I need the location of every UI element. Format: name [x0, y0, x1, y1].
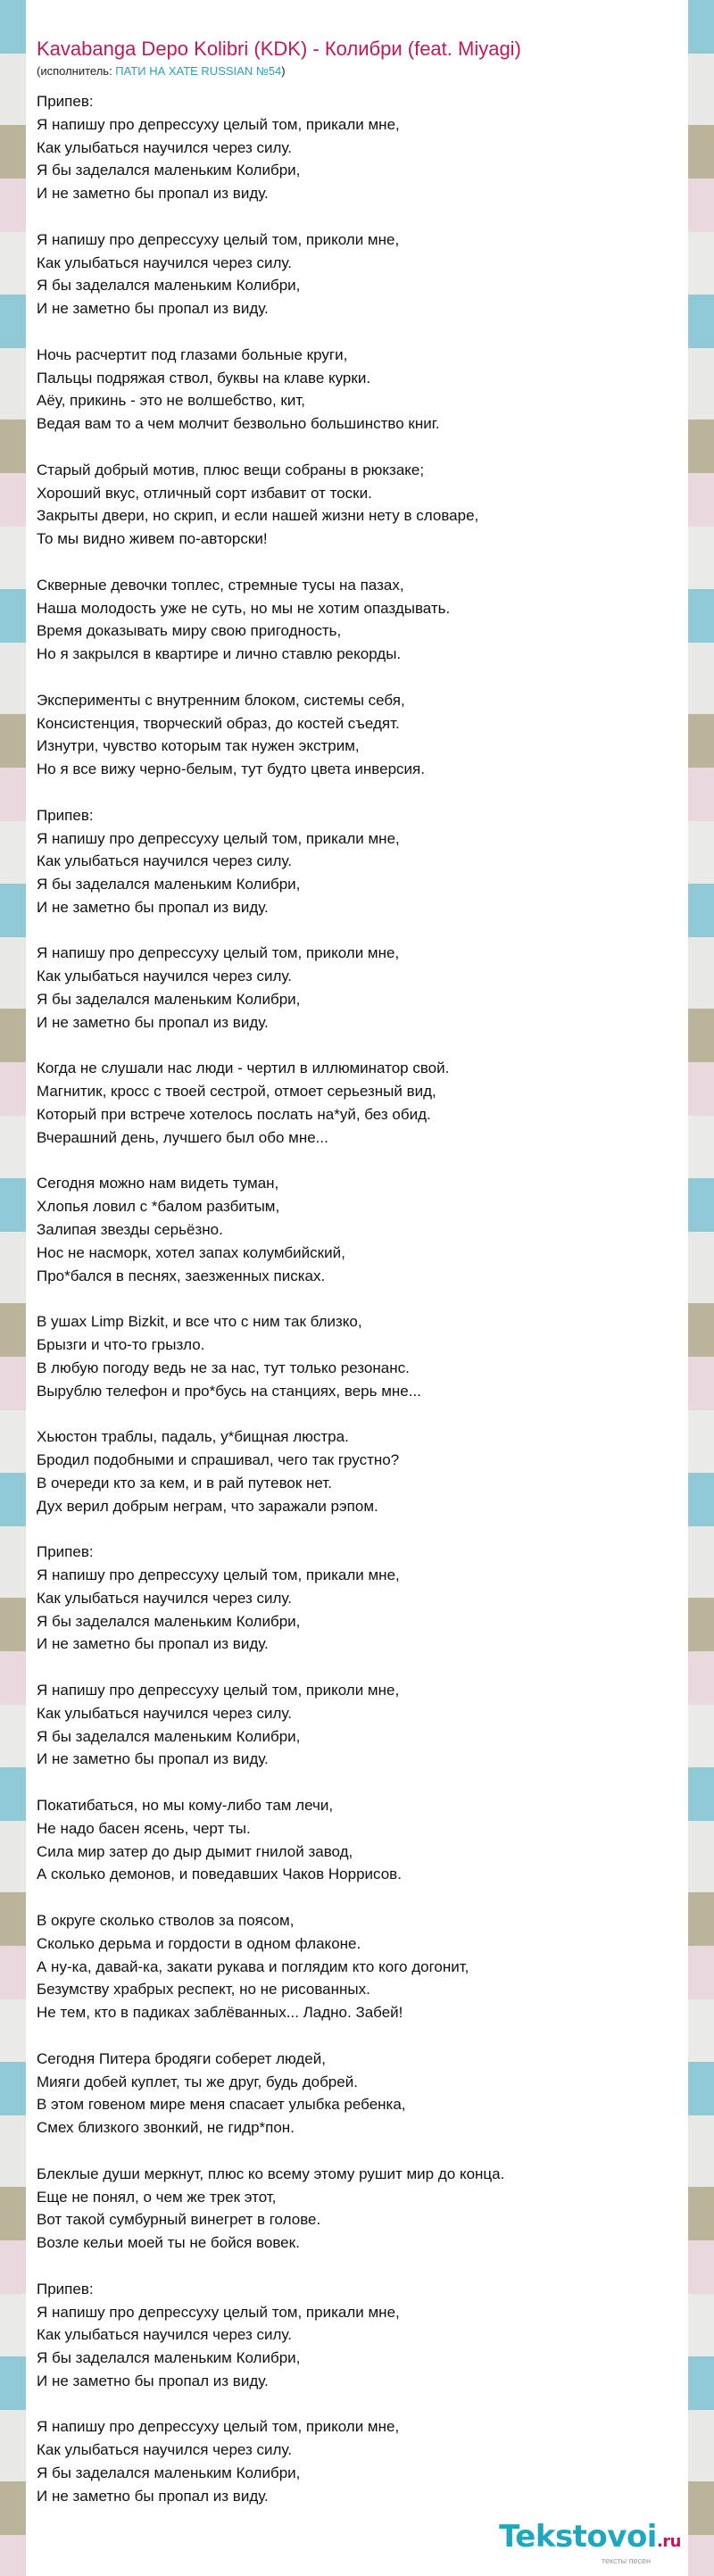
lyrics-line: И не заметно бы пропал из виду. [37, 1750, 269, 1768]
lyrics-stanza [37, 2415, 679, 2507]
lyrics-line: Но я закрылся в квартире и лично ставлю рекорды. [37, 645, 402, 663]
lyrics-line: Как улыбаться научился через силу. [37, 1704, 292, 1722]
lyrics-line: Брызги и что-то грызло. [37, 1336, 205, 1354]
lyrics-stanza [37, 229, 679, 320]
lyrics-line: Нос не насморк, хотел запах колумбийский, [37, 1243, 345, 1261]
lyrics-line: Не тем, кто в падиках заблёванных... Ладно. Забей! [37, 2004, 403, 2022]
lyrics-line: Как улыбаться научился через силу. [37, 968, 292, 985]
lyrics-stanza [37, 1425, 679, 1517]
lyrics-stanza [37, 689, 679, 781]
performer-prefix: (исполнитель: [37, 64, 116, 78]
lyrics-line: Наша молодость уже не суть, но мы не хотим опаздывать. [37, 599, 451, 617]
lyrics-line: И не заметно бы пропал из виду. [37, 2372, 269, 2389]
lyrics-line: Пальцы подряжая ствол, буквы на клаве курки. [37, 369, 371, 386]
lyrics-line: В любую погоду ведь не за нас, тут только резонанс. [37, 1359, 410, 1376]
lyrics-line: Припев: [37, 1543, 94, 1561]
lyrics-line: Сила мир затер до дыр дымит гнилой завод, [37, 1842, 353, 1860]
lyrics-line: Я бы заделался маленьким Колибри, [37, 162, 301, 179]
lyrics-page [26, 0, 688, 2576]
lyrics-line: Я бы заделался маленьким Колибри, [37, 876, 301, 893]
lyrics-stanza [37, 942, 679, 1034]
lyrics-line: Я напишу про депрессуху целый том, приколи мне, [37, 2418, 400, 2436]
lyrics-line: Я бы заделался маленьким Колибри, [37, 277, 301, 295]
lyrics-stanza [37, 1541, 679, 1656]
lyrics-line: Вырублю телефон и про*бусь на станциях, верь мне... [37, 1382, 421, 1400]
lyrics-line: Как улыбаться научился через силу. [37, 2326, 292, 2344]
lyrics-line: Припев: [37, 806, 94, 824]
lyrics-line: Аёу, прикинь - это не волшебство, кит, [37, 392, 305, 410]
lyrics-line: Блеклые души меркнут, плюс ко всему этому рушит мир до конца. [37, 2165, 505, 2182]
lyrics-line: Дух верил добрым неграм, что заражали рэпом. [37, 1497, 378, 1515]
lyrics-line: Старый добрый мотив, плюс вещи собраны в рюкзаке; [37, 461, 425, 478]
lyrics-line: Припев: [37, 93, 94, 110]
lyrics-line: Припев: [37, 2280, 94, 2298]
lyrics-line: И не заметно бы пропал из виду. [37, 1635, 269, 1653]
lyrics-line: Я напишу про депрессуху целый том, прикали мне, [37, 2303, 400, 2321]
lyrics-line: Безумству храбрых респект, но не рисованных. [37, 1981, 370, 1998]
lyrics-line: В ушах Limp Bizkit, и все что с ним так близко, [37, 1313, 362, 1331]
lyrics-line: Я бы заделался маленьким Колибри, [37, 1612, 301, 1630]
lyrics-line: То мы видно живем по-авторски! [37, 530, 268, 548]
performer-link[interactable]: ПАТИ НА ХАТЕ RUSSIAN №54 [115, 64, 282, 78]
lyrics-line: И не заметно бы пропал из виду. [37, 185, 269, 203]
lyrics-line: Я напишу про депрессуху целый том, прикали мне, [37, 1566, 400, 1583]
lyrics-stanza [37, 1794, 679, 1886]
lyrics-line: Я бы заделался маленьким Колибри, [37, 2464, 301, 2482]
logo-wordmark [499, 2521, 681, 2558]
lyrics-line: Который при встрече хотелось послать на*уй, без обид. [37, 1106, 431, 1124]
lyrics-line: И не заметно бы пропал из виду. [37, 1013, 269, 1031]
lyrics-line: Я напишу про депрессуху целый том, прикали мне, [37, 115, 400, 133]
lyrics-line: Мияги добей куплет, ты же друг, будь добрей. [37, 2073, 358, 2090]
lyrics-line: Ночь расчертит под глазами больные круги, [37, 345, 348, 363]
lyrics-line: В очереди кто за кем, и в рай путевок нет. [37, 1474, 332, 1492]
lyrics-line: И не заметно бы пропал из виду. [37, 2487, 269, 2505]
lyrics-stanza [37, 1310, 679, 1402]
lyrics-stanza [37, 1679, 679, 1771]
lyrics-line: Как улыбаться научился через силу. [37, 138, 292, 156]
lyrics-line: Еще не понял, о чем же трек этот, [37, 2188, 277, 2206]
lyrics-line: И не заметно бы пропал из виду. [37, 300, 269, 318]
lyrics-line: Время доказывать миру свою пригодность, [37, 622, 342, 640]
lyrics-line: Ведая вам то а чем молчит безвольно большинство книг. [37, 415, 440, 433]
lyrics-stanza [37, 459, 679, 551]
lyrics-line: Покатибаться, но мы кому-либо там лечи, [37, 1796, 334, 1814]
lyrics-line: Сколько дерьма и гордости в одном флаконе. [37, 1934, 361, 1952]
lyrics-text [37, 90, 679, 2530]
lyrics-line: Вчерашний день, лучшего был обо мне... [37, 1128, 328, 1146]
lyrics-stanza [37, 574, 679, 666]
logo-tld: .ru [656, 2532, 681, 2551]
lyrics-line: Я напишу про депрессуху целый том, приколи мне, [37, 944, 400, 962]
lyrics-line: Когда не слушали нас люди - чертил в иллюминатор свой. [37, 1059, 450, 1077]
performer-line [37, 64, 286, 78]
lyrics-line: Но я все вижу черно-белым, тут будто цвета инверсия. [37, 760, 425, 778]
lyrics-line: Как улыбаться научился через силу. [37, 852, 292, 870]
lyrics-stanza [37, 344, 679, 436]
lyrics-line: Я бы заделался маленьким Колибри, [37, 2349, 301, 2367]
lyrics-line: Возле кельи моей ты не бойся вовек. [37, 2234, 300, 2252]
lyrics-stanza [37, 2163, 679, 2255]
lyrics-line: А ну-ка, давай-ка, закати рукава и поглядим кто кого догонит, [37, 1957, 469, 1975]
lyrics-line: Как улыбаться научился через силу. [37, 2441, 292, 2459]
lyrics-line: Я напишу про депрессуху целый том, прикали мне, [37, 829, 400, 847]
logo-name: Tekstovoi [499, 2519, 657, 2555]
lyrics-line: Я напишу про депрессуху целый том, приколи мне, [37, 1681, 400, 1699]
lyrics-line: И не заметно бы пропал из виду. [37, 898, 269, 916]
lyrics-stanza [37, 804, 679, 919]
lyrics-line: Бродил подобными и спрашивал, чего так грустно? [37, 1451, 400, 1469]
lyrics-line: Эксперименты с внутренним блоком, системы себя, [37, 691, 405, 709]
lyrics-line: Я напишу про депрессуху целый том, приколи мне, [37, 230, 400, 248]
site-logo[interactable] [499, 2521, 681, 2565]
lyrics-stanza [37, 1172, 679, 1287]
lyrics-stanza [37, 1909, 679, 2024]
lyrics-line: Сегодня можно нам видеть туман, [37, 1175, 279, 1192]
logo-tagline: тексты песен [601, 2556, 651, 2565]
lyrics-line: Консистенция, творческий образ, до костей съедят. [37, 714, 400, 732]
lyrics-line: Хьюстон траблы, падаль, у*бищная люстра. [37, 1428, 349, 1446]
lyrics-line: Сегодня Питера бродяги соберет людей, [37, 2049, 326, 2067]
lyrics-line: Не надо басен ясень, черт ты. [37, 1819, 251, 1837]
lyrics-line: Как улыбаться научился через силу. [37, 1589, 292, 1607]
lyrics-stanza [37, 90, 679, 205]
lyrics-line: Хороший вкус, отличный сорт избавит от тоски. [37, 484, 372, 502]
lyrics-line: Вот такой сумбурный винегрет в голове. [37, 2211, 321, 2229]
lyrics-line: Залипая звезды серьёзно. [37, 1221, 223, 1239]
lyrics-line: А сколько демонов, и поведавших Чаков Норрисов. [37, 1866, 402, 1883]
lyrics-line: Я бы заделался маленьким Колибри, [37, 1727, 301, 1745]
lyrics-line: Я бы заделался маленьким Колибри, [37, 991, 301, 1009]
lyrics-line: В округе сколько стволов за поясом, [37, 1911, 295, 1929]
lyrics-line: Магнитик, кросс с твоей сестрой, отмоет серьезный вид, [37, 1083, 436, 1101]
lyrics-line: Закрыты двери, но скрип, и если нашей жизни нету в словаре, [37, 507, 479, 525]
lyrics-line: Изнутри, чувство которым так нужен экстрим, [37, 737, 360, 755]
lyrics-line: Про*бался в песнях, заезженных писках. [37, 1267, 326, 1284]
lyrics-line: Как улыбаться научился через силу. [37, 253, 292, 271]
lyrics-line: В этом говеном мире меня спасает улыбка ребенка, [37, 2096, 406, 2114]
lyrics-stanza [37, 2048, 679, 2140]
lyrics-line: Смех близкого звонкий, не гидр*пон. [37, 2119, 295, 2137]
performer-suffix: ) [281, 64, 286, 78]
page-title: Kavabanga Depo Kolibri (KDK) - Колибри (feat. Miyagi) [37, 37, 521, 60]
lyrics-stanza [37, 1057, 679, 1149]
lyrics-line: Скверные девочки топлес, стремные тусы на пазах, [37, 576, 404, 594]
lyrics-line: Хлопья ловил с *балом разбитым, [37, 1198, 280, 1216]
lyrics-stanza [37, 2278, 679, 2393]
